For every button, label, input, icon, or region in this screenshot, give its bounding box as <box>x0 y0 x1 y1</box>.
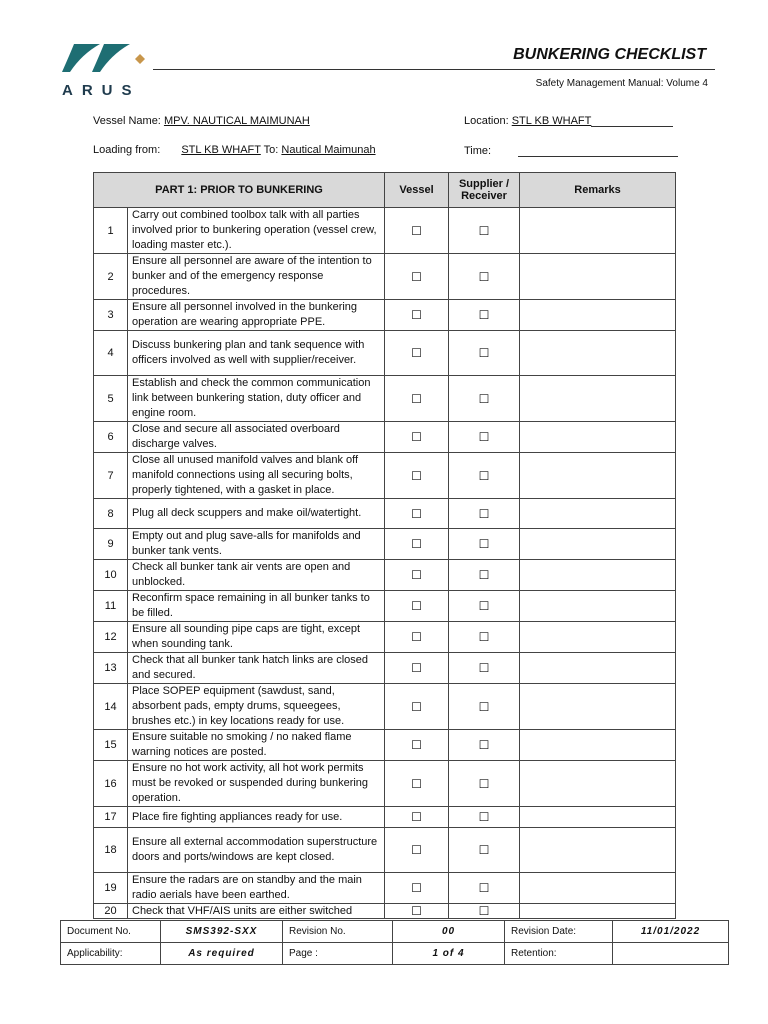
vessel-checkbox[interactable]: ☐ <box>385 591 449 622</box>
row-number: 5 <box>94 376 128 422</box>
remarks-cell[interactable] <box>520 529 676 560</box>
table-row <box>94 684 676 730</box>
page-label: Page : <box>283 943 393 965</box>
row-text: Reconfirm space remaining in all bunker tanks to be filled. <box>128 591 385 622</box>
row-number: 1 <box>94 208 128 254</box>
retention-value <box>613 943 729 965</box>
row-text: Plug all deck scuppers and make oil/watertight. <box>128 499 385 529</box>
table-row <box>94 529 676 560</box>
vessel-checkbox[interactable]: ☐ <box>385 904 449 919</box>
row-number: 17 <box>94 807 128 828</box>
remarks-cell[interactable] <box>520 807 676 828</box>
table-row <box>94 622 676 653</box>
supplier-checkbox[interactable]: ☐ <box>449 807 520 828</box>
row-text: Discuss bunkering plan and tank sequence with officers involved as well with supplier/receiver. <box>128 331 385 376</box>
supplier-checkbox[interactable]: ☐ <box>449 376 520 422</box>
row-number: 8 <box>94 499 128 529</box>
row-number: 11 <box>94 591 128 622</box>
vessel-checkbox[interactable]: ☐ <box>385 653 449 684</box>
supplier-checkbox[interactable]: ☐ <box>449 499 520 529</box>
supplier-checkbox[interactable]: ☐ <box>449 208 520 254</box>
revision-no-label: Revision No. <box>283 921 393 943</box>
row-number: 14 <box>94 684 128 730</box>
vessel-checkbox[interactable]: ☐ <box>385 684 449 730</box>
vessel-column-heading: Vessel <box>385 173 449 208</box>
vessel-checkbox[interactable]: ☐ <box>385 873 449 904</box>
supplier-column-heading: Supplier / Receiver <box>449 173 520 208</box>
row-number: 18 <box>94 828 128 873</box>
vessel-checkbox[interactable]: ☐ <box>385 730 449 761</box>
location-field <box>464 115 673 127</box>
table-row <box>94 376 676 422</box>
row-number: 6 <box>94 422 128 453</box>
supplier-checkbox[interactable]: ☐ <box>449 761 520 807</box>
vessel-checkbox[interactable]: ☐ <box>385 807 449 828</box>
to-value: Nautical Maimunah <box>281 144 376 156</box>
supplier-checkbox[interactable]: ☐ <box>449 904 520 919</box>
remarks-cell[interactable] <box>520 208 676 254</box>
remarks-cell[interactable] <box>520 684 676 730</box>
row-number: 15 <box>94 730 128 761</box>
table-row <box>94 254 676 300</box>
row-number: 3 <box>94 300 128 331</box>
vessel-checkbox[interactable]: ☐ <box>385 761 449 807</box>
row-text: Ensure the radars are on standby and the main radio aerials have been earthed. <box>128 873 385 904</box>
remarks-cell[interactable] <box>520 254 676 300</box>
loading-from-value: STL KB WHAFT <box>181 144 261 156</box>
logo-mark-icon <box>60 40 160 80</box>
document-control-row <box>61 921 729 943</box>
table-row <box>94 730 676 761</box>
row-number: 20 <box>94 904 128 919</box>
row-text: Ensure no hot work activity, all hot work permits must be revoked or suspended during bunkering operation. <box>128 761 385 807</box>
document-no-value: SMS392-SXX <box>161 921 283 943</box>
row-number: 16 <box>94 761 128 807</box>
row-text: Check all bunker tank air vents are open and unblocked. <box>128 560 385 591</box>
vessel-checkbox[interactable]: ☐ <box>385 529 449 560</box>
supplier-checkbox[interactable]: ☐ <box>449 622 520 653</box>
row-number: 4 <box>94 331 128 376</box>
row-number: 13 <box>94 653 128 684</box>
table-header-row <box>94 173 676 208</box>
table-row <box>94 300 676 331</box>
supplier-checkbox[interactable]: ☐ <box>449 529 520 560</box>
vessel-checkbox[interactable]: ☐ <box>385 208 449 254</box>
table-row <box>94 904 676 919</box>
remarks-cell[interactable] <box>520 828 676 873</box>
location-blank <box>591 126 673 127</box>
revision-date-label: Revision Date: <box>505 921 613 943</box>
table-row <box>94 422 676 453</box>
remarks-cell[interactable] <box>520 376 676 422</box>
location-value: STL KB WHAFT <box>511 115 592 127</box>
row-text: Close and secure all associated overboard discharge valves. <box>128 422 385 453</box>
remarks-cell[interactable] <box>520 560 676 591</box>
remarks-cell[interactable] <box>520 453 676 499</box>
table-row <box>94 499 676 529</box>
loading-from-label: Loading from: <box>93 144 161 156</box>
table-row <box>94 208 676 254</box>
row-text: Ensure all external accommodation superstructure doors and ports/windows are kept closed. <box>128 828 385 873</box>
supplier-checkbox[interactable]: ☐ <box>449 591 520 622</box>
table-row <box>94 761 676 807</box>
table-row <box>94 331 676 376</box>
row-number: 7 <box>94 453 128 499</box>
row-number: 19 <box>94 873 128 904</box>
time-label: Time: <box>464 145 492 157</box>
vessel-checkbox[interactable]: ☐ <box>385 331 449 376</box>
arus-logo <box>60 40 160 102</box>
logo-wordmark: ARUS <box>62 82 141 99</box>
vessel-checkbox[interactable]: ☐ <box>385 254 449 300</box>
remarks-cell[interactable] <box>520 331 676 376</box>
remarks-cell[interactable] <box>520 904 676 919</box>
vessel-checkbox[interactable]: ☐ <box>385 376 449 422</box>
vessel-checkbox[interactable]: ☐ <box>385 499 449 529</box>
row-text: Ensure all personnel are aware of the intention to bunker and of the emergency response procedures. <box>128 254 385 300</box>
supplier-checkbox[interactable]: ☐ <box>449 873 520 904</box>
table-row <box>94 807 676 828</box>
remarks-cell[interactable] <box>520 422 676 453</box>
vessel-checkbox[interactable]: ☐ <box>385 422 449 453</box>
remarks-cell[interactable] <box>520 591 676 622</box>
vessel-checkbox[interactable]: ☐ <box>385 560 449 591</box>
remarks-cell[interactable] <box>520 730 676 761</box>
document-no-label: Document No. <box>61 921 161 943</box>
table-row <box>94 591 676 622</box>
vessel-checkbox[interactable]: ☐ <box>385 453 449 499</box>
table-row <box>94 560 676 591</box>
row-number: 12 <box>94 622 128 653</box>
remarks-cell[interactable] <box>520 873 676 904</box>
row-text: Ensure all sounding pipe caps are tight, except when sounding tank. <box>128 622 385 653</box>
location-label: Location: <box>464 115 509 127</box>
supplier-checkbox[interactable]: ☐ <box>449 560 520 591</box>
applicability-label: Applicability: <box>61 943 161 965</box>
remarks-cell[interactable] <box>520 622 676 653</box>
row-text: Establish and check the common communication link between bunkering station, duty officer and engine room. <box>128 376 385 422</box>
row-text: Ensure all personnel involved in the bunkering operation are wearing appropriate PPE. <box>128 300 385 331</box>
remarks-cell[interactable] <box>520 499 676 529</box>
supplier-checkbox[interactable]: ☐ <box>449 653 520 684</box>
supplier-checkbox[interactable]: ☐ <box>449 331 520 376</box>
supplier-checkbox[interactable]: ☐ <box>449 684 520 730</box>
retention-label: Retention: <box>505 943 613 965</box>
row-text: Ensure suitable no smoking / no naked flame warning notices are posted. <box>128 730 385 761</box>
vessel-name-field <box>93 115 310 127</box>
to-label: To: <box>263 144 279 156</box>
table-row <box>94 828 676 873</box>
supplier-checkbox[interactable]: ☐ <box>449 828 520 873</box>
applicability-value: As required <box>161 943 283 965</box>
row-text: Close all unused manifold valves and blank off manifold connections using all securing bolts, properly tightened, with a gasket in place. <box>128 453 385 499</box>
vessel-checkbox[interactable]: ☐ <box>385 622 449 653</box>
vessel-name-value: MPV. NAUTICAL MAIMUNAH <box>163 115 310 127</box>
document-control-table <box>60 920 729 965</box>
time-blank <box>518 144 678 157</box>
row-text: Carry out combined toolbox talk with all parties involved prior to bunkering operation (vessel crew, loading master etc.). <box>128 208 385 254</box>
row-text: Place fire fighting appliances ready for use. <box>128 807 385 828</box>
remarks-column-heading: Remarks <box>520 173 676 208</box>
page-value: 1 of 4 <box>393 943 505 965</box>
document-control-row <box>61 943 729 965</box>
row-number: 10 <box>94 560 128 591</box>
row-text: Empty out and plug save-alls for manifolds and bunker tank vents. <box>128 529 385 560</box>
row-text: Place SOPEP equipment (sawdust, sand, absorbent pads, empty drums, squeegees, brushes etc.) in key locations ready for use. <box>128 684 385 730</box>
row-text: Check that all bunker tank hatch links are closed and secured. <box>128 653 385 684</box>
supplier-checkbox[interactable]: ☐ <box>449 453 520 499</box>
supplier-checkbox[interactable]: ☐ <box>449 422 520 453</box>
loading-from-field <box>93 144 376 156</box>
title-divider <box>153 69 715 70</box>
vessel-checkbox[interactable]: ☐ <box>385 828 449 873</box>
remarks-cell[interactable] <box>520 300 676 331</box>
revision-date-value: 11/01/2022 <box>613 921 729 943</box>
part-heading: PART 1: PRIOR TO BUNKERING <box>94 173 385 208</box>
row-text: Check that VHF/AIS units are either switched <box>128 904 385 919</box>
table-row <box>94 453 676 499</box>
supplier-checkbox[interactable]: ☐ <box>449 730 520 761</box>
remarks-cell[interactable] <box>520 653 676 684</box>
vessel-name-label: Vessel Name: <box>93 115 161 127</box>
time-field <box>464 144 678 157</box>
revision-no-value: 00 <box>393 921 505 943</box>
table-row <box>94 873 676 904</box>
row-number: 2 <box>94 254 128 300</box>
bunkering-checklist-table <box>93 172 676 919</box>
checklist-body <box>94 208 676 919</box>
table-row <box>94 653 676 684</box>
supplier-checkbox[interactable]: ☐ <box>449 300 520 331</box>
manual-reference: Safety Management Manual: Volume 4 <box>535 78 708 89</box>
remarks-cell[interactable] <box>520 761 676 807</box>
document-title: BUNKERING CHECKLIST <box>513 46 706 63</box>
vessel-checkbox[interactable]: ☐ <box>385 300 449 331</box>
supplier-checkbox[interactable]: ☐ <box>449 254 520 300</box>
row-number: 9 <box>94 529 128 560</box>
